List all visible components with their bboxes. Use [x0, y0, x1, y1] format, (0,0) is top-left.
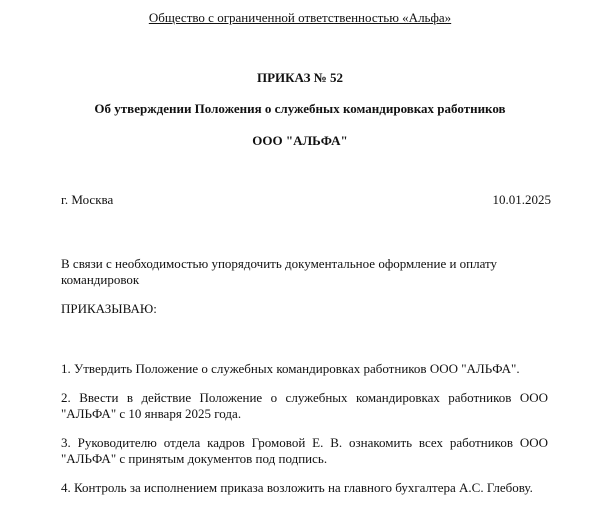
- order-word: ПРИКАЗЫВАЮ:: [61, 301, 157, 316]
- order-item: 3. Руководителю отдела кадров Громовой Е. В. ознакомить всех работников ООО "АЛЬФА" с принятым документов под подпись.: [61, 435, 548, 466]
- order-date: 10.01.2025: [492, 192, 551, 207]
- order-subject: Об утверждении Положения о служебных командировках работников: [94, 101, 506, 116]
- order-item: 4. Контроль за исполнением приказа возложить на главного бухгалтера А.С. Глебову.: [61, 480, 533, 495]
- organization-header: Общество с ограниченной ответственностью «Альфа»: [148, 10, 452, 25]
- preamble: В связи с необходимостью упорядочить документальное оформление и оплату командировок: [61, 256, 498, 287]
- order-item: 1. Утвердить Положение о служебных командировках работников ООО "АЛЬФА".: [61, 361, 520, 376]
- order-title: ПРИКАЗ № 52: [256, 70, 344, 85]
- city: г. Москва: [61, 192, 114, 207]
- company-name: ООО "АЛЬФА": [252, 133, 348, 148]
- order-item: 2. Ввести в действие Положение о служебных командировках работников ООО "АЛЬФА" с 10 января 2025 года.: [61, 390, 548, 421]
